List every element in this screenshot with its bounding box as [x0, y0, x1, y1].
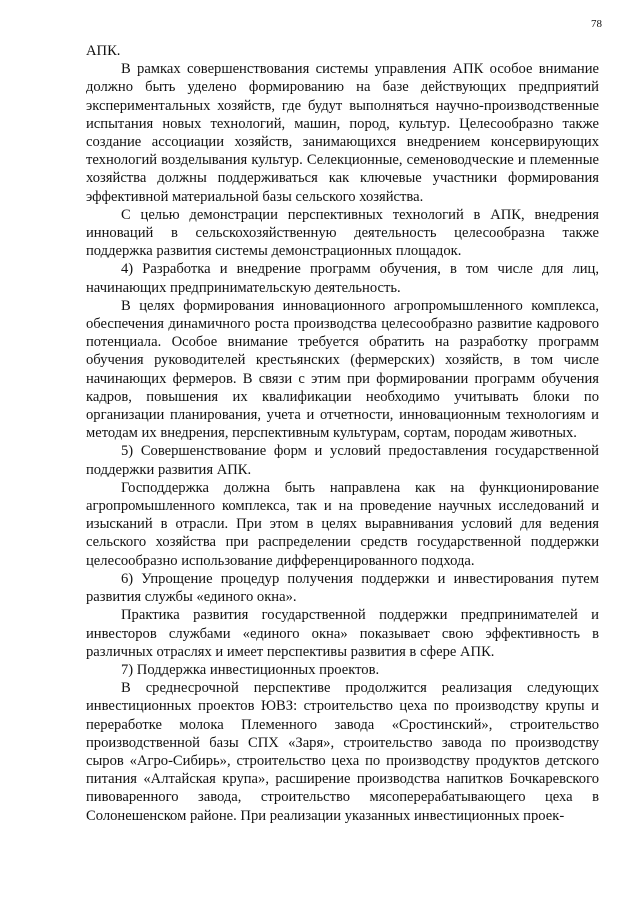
paragraph: С целью демонстрации перспективных технологий в АПК, внедрения инноваций в сельскохозяйственную деятельность целесообразна также поддержка развития системы демонстрационных площадок.: [86, 206, 599, 260]
paragraph-heading: 6) Упрощение процедур получения поддержки и инвестирования путем развития службы «единого окна».: [86, 570, 599, 606]
page-number: 78: [591, 18, 602, 30]
paragraph-heading: 4) Разработка и внедрение программ обучения, в том числе для лиц, начинающих предпринимательскую деятельность.: [86, 261, 599, 296]
paragraph: В среднесрочной перспективе продолжится реализация следующих инвестиционных проектов ЮВЗ: строительство цеха по производству крупы и переработке молока Племенного завода «Сростинский», строительство производственной базы СПХ «Заря», строительство завода по производству сыров «Агро-Сибирь», строительство цеха по производству продуктов детского питания «Алтайская крупа», расширение производства напитков Бочкаревского пивоваренного завода, строительство мясоперерабатывающего цеха в Солонешенском районе. При реализации указанных инвестиционных проек-: [86, 680, 599, 824]
page-body: [86, 42, 599, 825]
paragraph: В рамках совершенствования системы управления АПК особое внимание должно быть уделено формированию на базе действующих предприятий экспериментальных хозяйств, где будут выполняться научно-производственные испытания новых технологий, машин, пород, культур. Целесообразно также создание ассоциации хозяйств, занимающихся внедрением консервирующих технологий возделывания культур. Селекционные, семеноводческие и племенные хозяйства должны поддерживаться как ключевые участники формирования эффективной материальной базы сельского хозяйства.: [86, 61, 599, 205]
paragraph: В целях формирования инновационного агропромышленного комплекса, обеспечения динамичного роста производства целесообразно развитие кадрового потенциала. Особое внимание требуется обратить на разработку программ обучения руководителей крестьянских (фермерских) хозяйств, в том числе начинающих фермеров. В связи с этим при формировании программ обучения кадров, повышения их квалификации необходимо учитывать блоки по организации планирования, учета и отчетности, инновационным технологиям и методам их внедрения, перспективным культурам, сортам, породам животных.: [86, 297, 599, 442]
paragraph: АПК.: [86, 43, 121, 59]
paragraph: Практика развития государственной поддержки предпринимателей и инвесторов службами «единого окна» показывает свою эффективность в различных отраслях и имеет перспективы развития в сфере АПК.: [86, 607, 599, 660]
paragraph: Господдержка должна быть направлена как на функционирование агропромышленного комплекса, так и на проведение научных исследований и изысканий в отрасли. При этом в целях выравнивания условий для ведения сельского хозяйства при распределении средств государственной поддержки целесообразно использование дифференцированного подхода.: [86, 479, 599, 569]
paragraph-heading: 7) Поддержка инвестиционных проектов.: [121, 661, 380, 678]
paragraph-heading: 5) Совершенствование форм и условий предоставления государственной поддержки развития АПК.: [86, 443, 599, 478]
